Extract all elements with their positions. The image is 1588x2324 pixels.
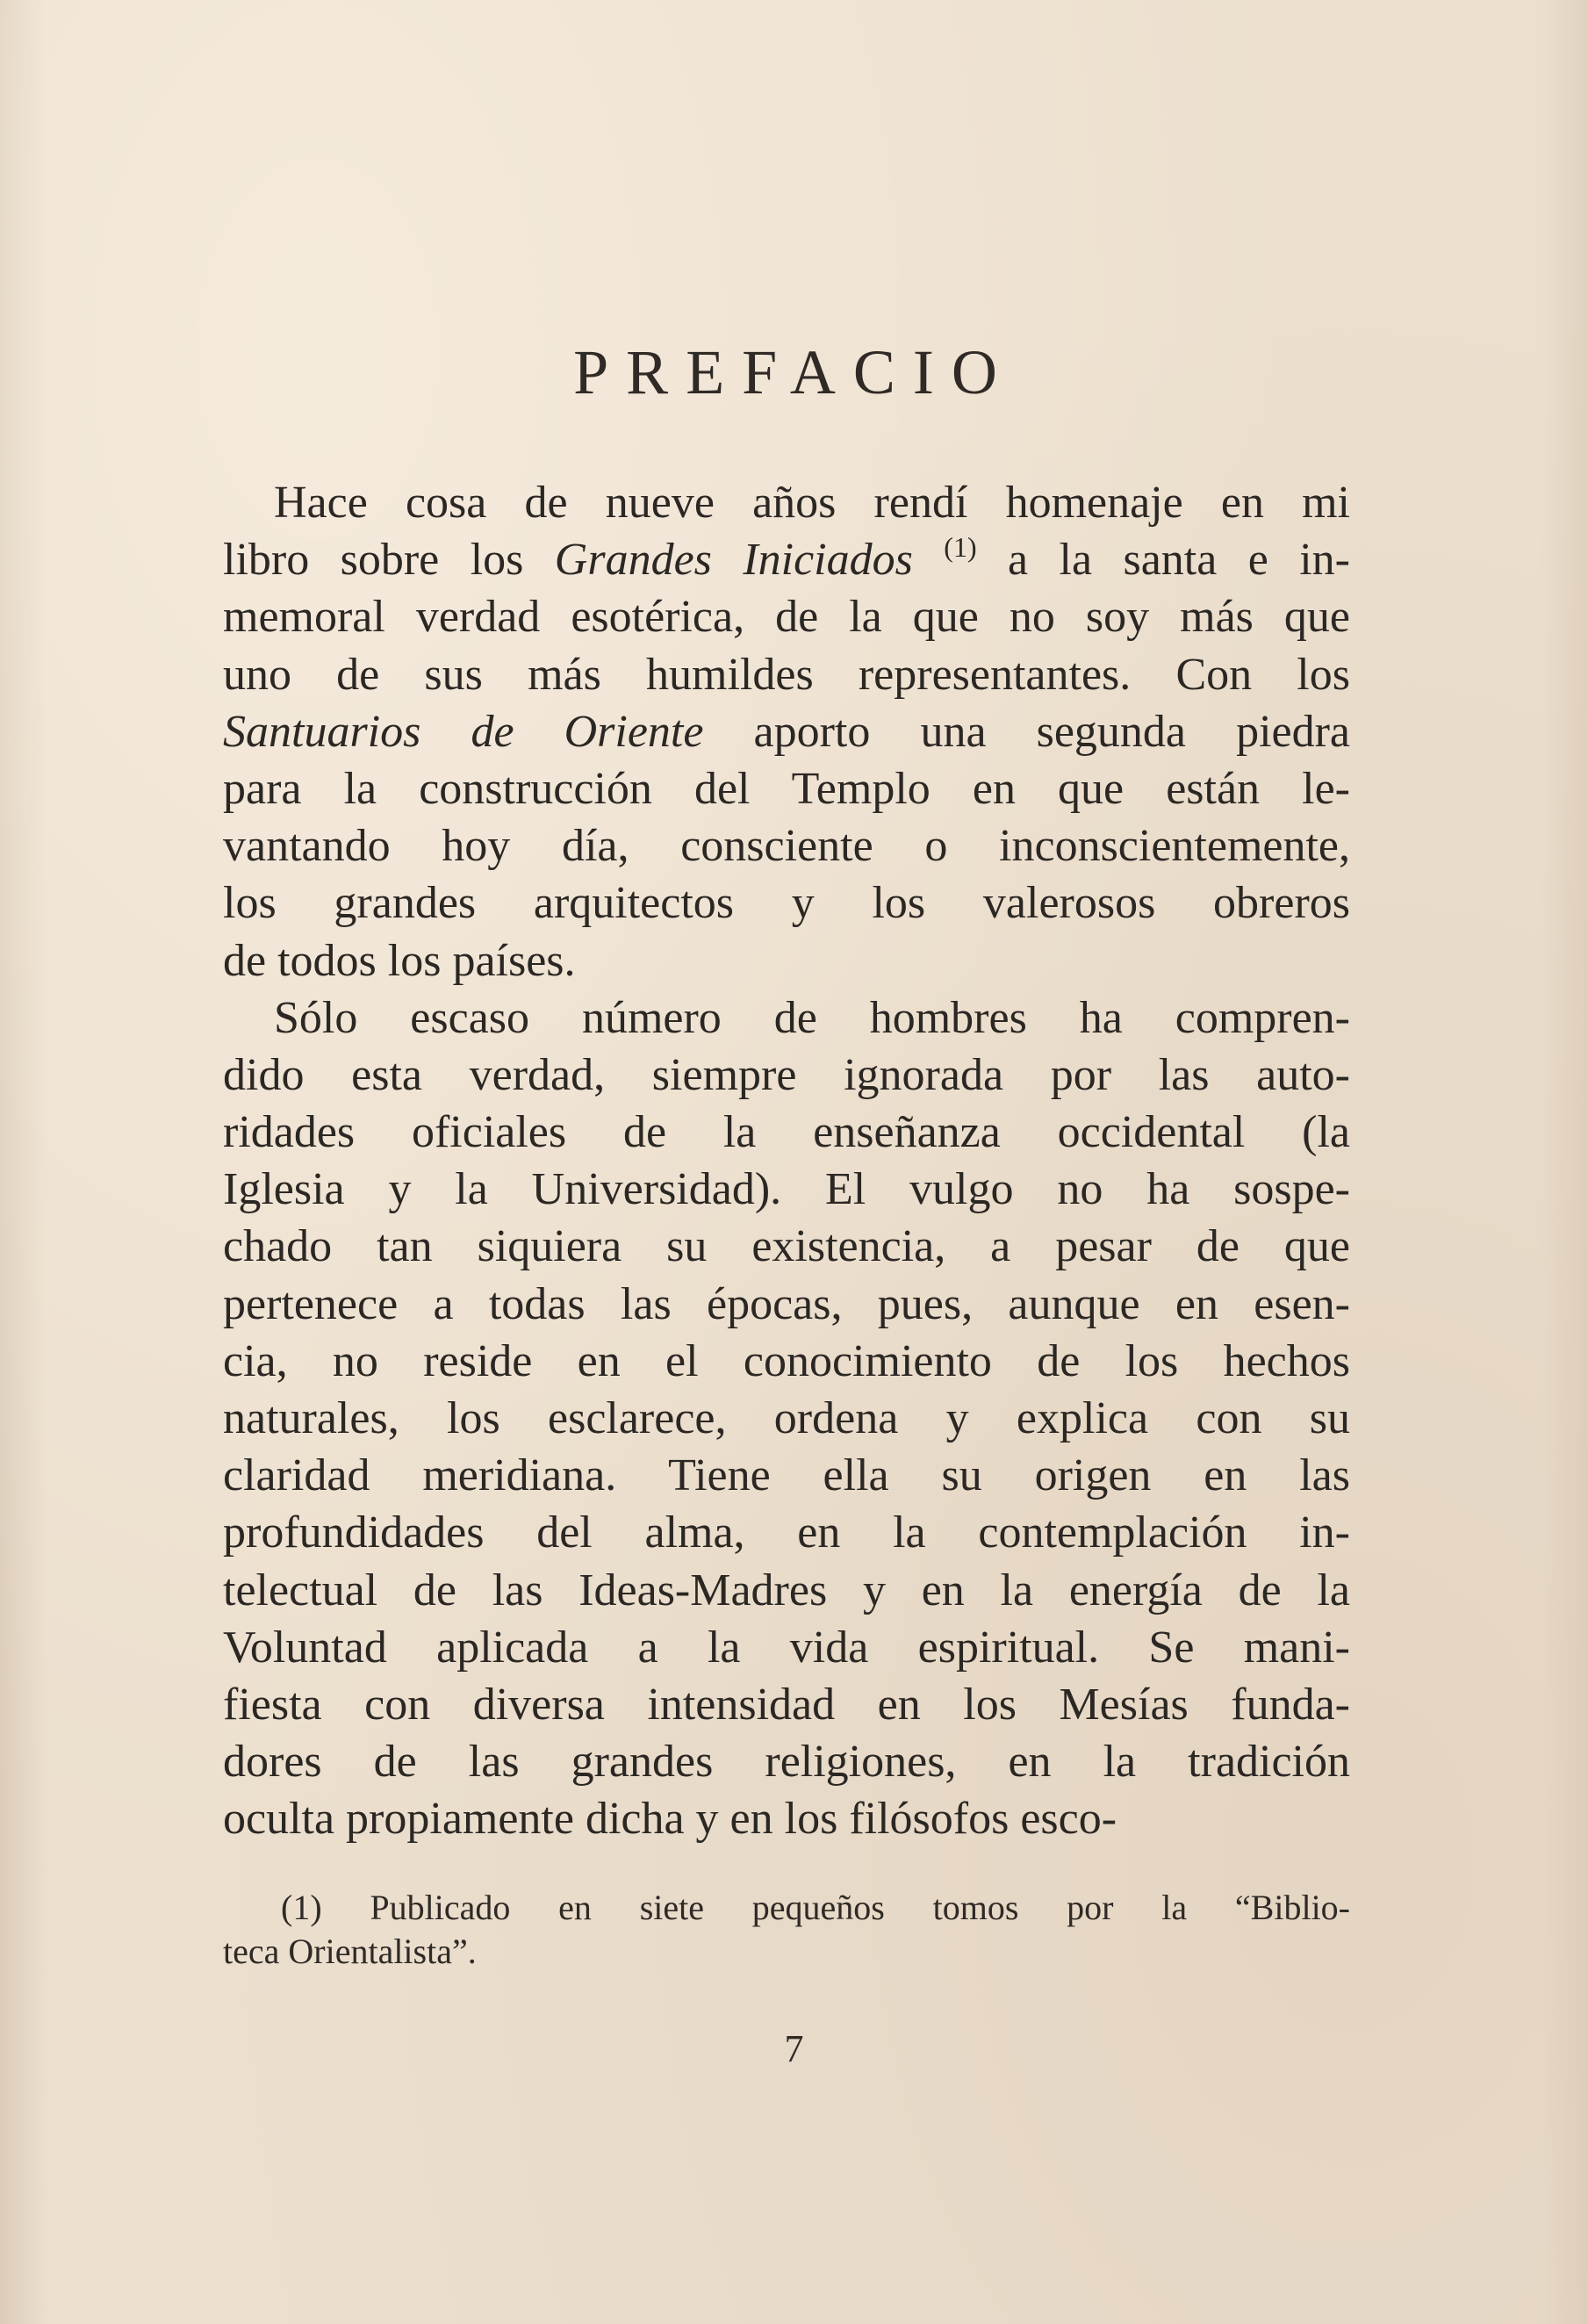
footnote-line: (1) Publicado en siete pequeños tomos por la “Biblio- — [281, 1888, 1350, 1927]
text-line — [223, 1733, 1350, 1790]
text-line — [223, 646, 1350, 703]
text-line — [223, 1390, 1350, 1447]
text-run: memoral verdad esotérica, de la que no soy más que — [223, 592, 1350, 643]
chapter-title: PREFACIO — [573, 337, 1015, 407]
text-run: para la construcción del Templo en que están le- — [223, 763, 1350, 814]
text-line — [223, 1047, 1350, 1104]
text-run: oculta propiamente dicha y en los filósofos esco- — [223, 1794, 1117, 1845]
body-text — [223, 474, 1350, 1848]
text-run: vantando hoy día, consciente o inconscientemente, — [223, 821, 1350, 872]
text-run: dido esta verdad, siempre ignorada por las auto- — [223, 1049, 1350, 1100]
text-run: claridad meridiana. Tiene ella su origen en las — [223, 1450, 1350, 1501]
text-line — [223, 1676, 1350, 1733]
text-line — [223, 1790, 1350, 1847]
text-line — [223, 932, 1350, 989]
text-line — [223, 1562, 1350, 1619]
text-line — [223, 588, 1350, 645]
footnote-line: teca Orientalista”. — [223, 1932, 477, 1971]
text-run: Hace cosa de nueve años rendí homenaje en mi — [274, 478, 1350, 528]
text-line — [223, 760, 1350, 817]
text-run: telectual de las Ideas-Madres y en la energía de la — [223, 1565, 1350, 1615]
text-line — [223, 1619, 1350, 1676]
footnote-marker: (1) — [944, 531, 977, 564]
footnote — [223, 1886, 1350, 1974]
text-line — [223, 1333, 1350, 1390]
page-number: 7 — [784, 2027, 804, 2070]
text-line — [223, 1104, 1350, 1161]
italic-title: Santuarios de Oriente — [223, 706, 704, 757]
text-run: libro sobre los — [223, 535, 555, 586]
text-run: de todos los países. — [223, 935, 576, 986]
text-run: profundidades del alma, en la contemplación in- — [223, 1507, 1350, 1558]
text-run: pertenece a todas las épocas, pues, aunque en esen- — [223, 1278, 1350, 1329]
text-run: uno de sus más humildes representantes. Con los — [223, 649, 1350, 700]
italic-title: Grandes Iniciados — [554, 535, 913, 586]
text-line — [223, 703, 1350, 760]
text-run: Voluntad aplicada a la vida espiritual. Se mani- — [223, 1622, 1350, 1673]
text-run: cia, no reside en el conocimiento de los hechos — [223, 1335, 1350, 1386]
text-run: Iglesia y la Universidad). El vulgo no ha sospe- — [223, 1164, 1350, 1215]
text-run — [913, 535, 944, 585]
text-run: ridades oficiales de la enseñanza occidental (la — [223, 1107, 1350, 1158]
text-run: chado tan siquiera su existencia, a pesar de que — [223, 1221, 1350, 1272]
text-line — [223, 1504, 1350, 1561]
text-run: dores de las grandes religiones, en la tradición — [223, 1737, 1350, 1788]
text-run: aporto una segunda piedra — [703, 706, 1350, 757]
text-line — [223, 1447, 1350, 1504]
text-run: Sólo escaso número de hombres ha compren- — [274, 992, 1350, 1043]
text-line — [223, 474, 1350, 531]
text-line — [223, 1161, 1350, 1218]
text-line — [223, 989, 1350, 1047]
text-run: naturales, los esclarece, ordena y explica con su — [223, 1393, 1350, 1443]
text-line — [223, 1218, 1350, 1275]
text-line — [223, 1276, 1350, 1333]
text-line — [223, 874, 1350, 932]
text-run: a la santa e in- — [976, 535, 1350, 586]
text-line — [223, 817, 1350, 874]
text-run: fiesta con diversa intensidad en los Mesías funda- — [223, 1679, 1350, 1730]
text-run: los grandes arquitectos y los valerosos obreros — [223, 878, 1350, 929]
text-line — [223, 531, 1350, 588]
